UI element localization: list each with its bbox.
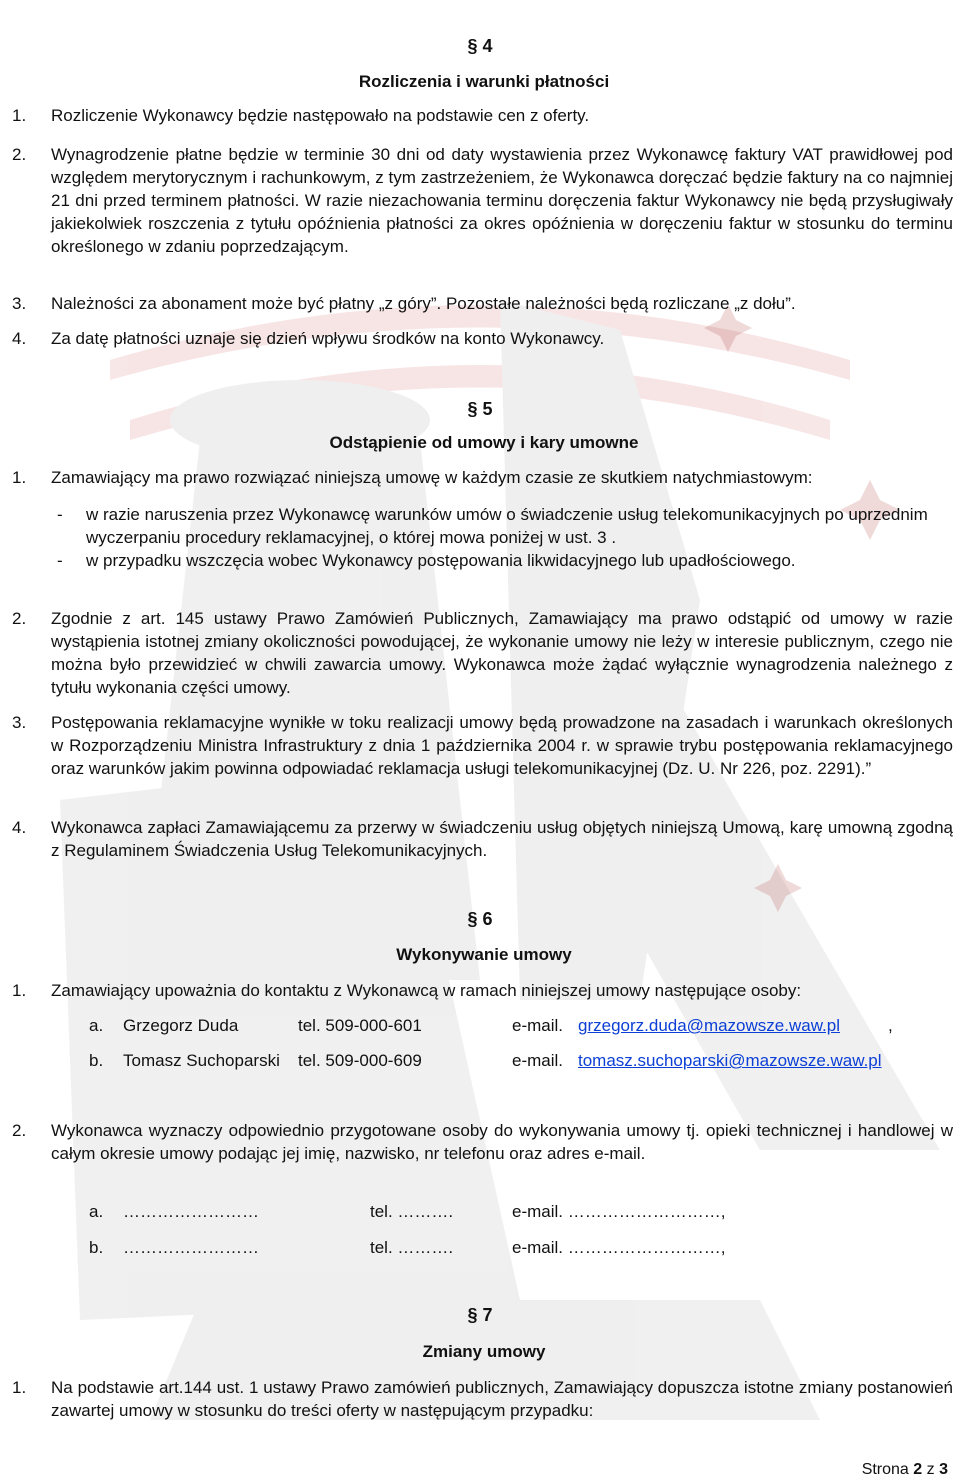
contact-row: b. Tomasz Suchoparski tel. 509-000-609 e-mail. tomasz.suchoparski@mazowsze.waw.pl <box>89 1051 882 1070</box>
footer-of: z <box>926 1461 935 1478</box>
section-7-number: § 7 <box>467 1305 493 1325</box>
section-5-number: § 5 <box>467 399 493 419</box>
section-5-title: Odstąpienie od umowy i kary umowne <box>329 433 639 452</box>
page-footer <box>862 1458 948 1481</box>
section-7-title: Zmiany umowy <box>422 1342 546 1361</box>
section-4-title: Rozliczenia i warunki płatności <box>358 72 610 91</box>
footer-page: 2 <box>913 1461 923 1478</box>
email-link-tomasz-suchoparski[interactable]: tomasz.suchoparski@mazowsze.waw.pl <box>578 1051 882 1070</box>
contact-row: a. Grzegorz Duda tel. 509-000-601 e-mail. grzegorz.duda@mazowsze.waw.pl , <box>89 1016 893 1035</box>
footer-total: 3 <box>939 1461 948 1478</box>
footer-label: Strona <box>861 1461 909 1478</box>
blank-contact-row: b. …………………… tel. ………. e-mail. ………………………, <box>89 1238 726 1257</box>
section-6-title: Wykonywanie umowy <box>396 945 572 964</box>
email-link-grzegorz-duda[interactable]: grzegorz.duda@mazowsze.waw.pl <box>578 1016 840 1035</box>
section-6-number: § 6 <box>467 909 493 929</box>
section-4-number: § 4 <box>467 36 493 56</box>
blank-contact-row: a. …………………… tel. ………. e-mail. ………………………, <box>89 1202 726 1221</box>
